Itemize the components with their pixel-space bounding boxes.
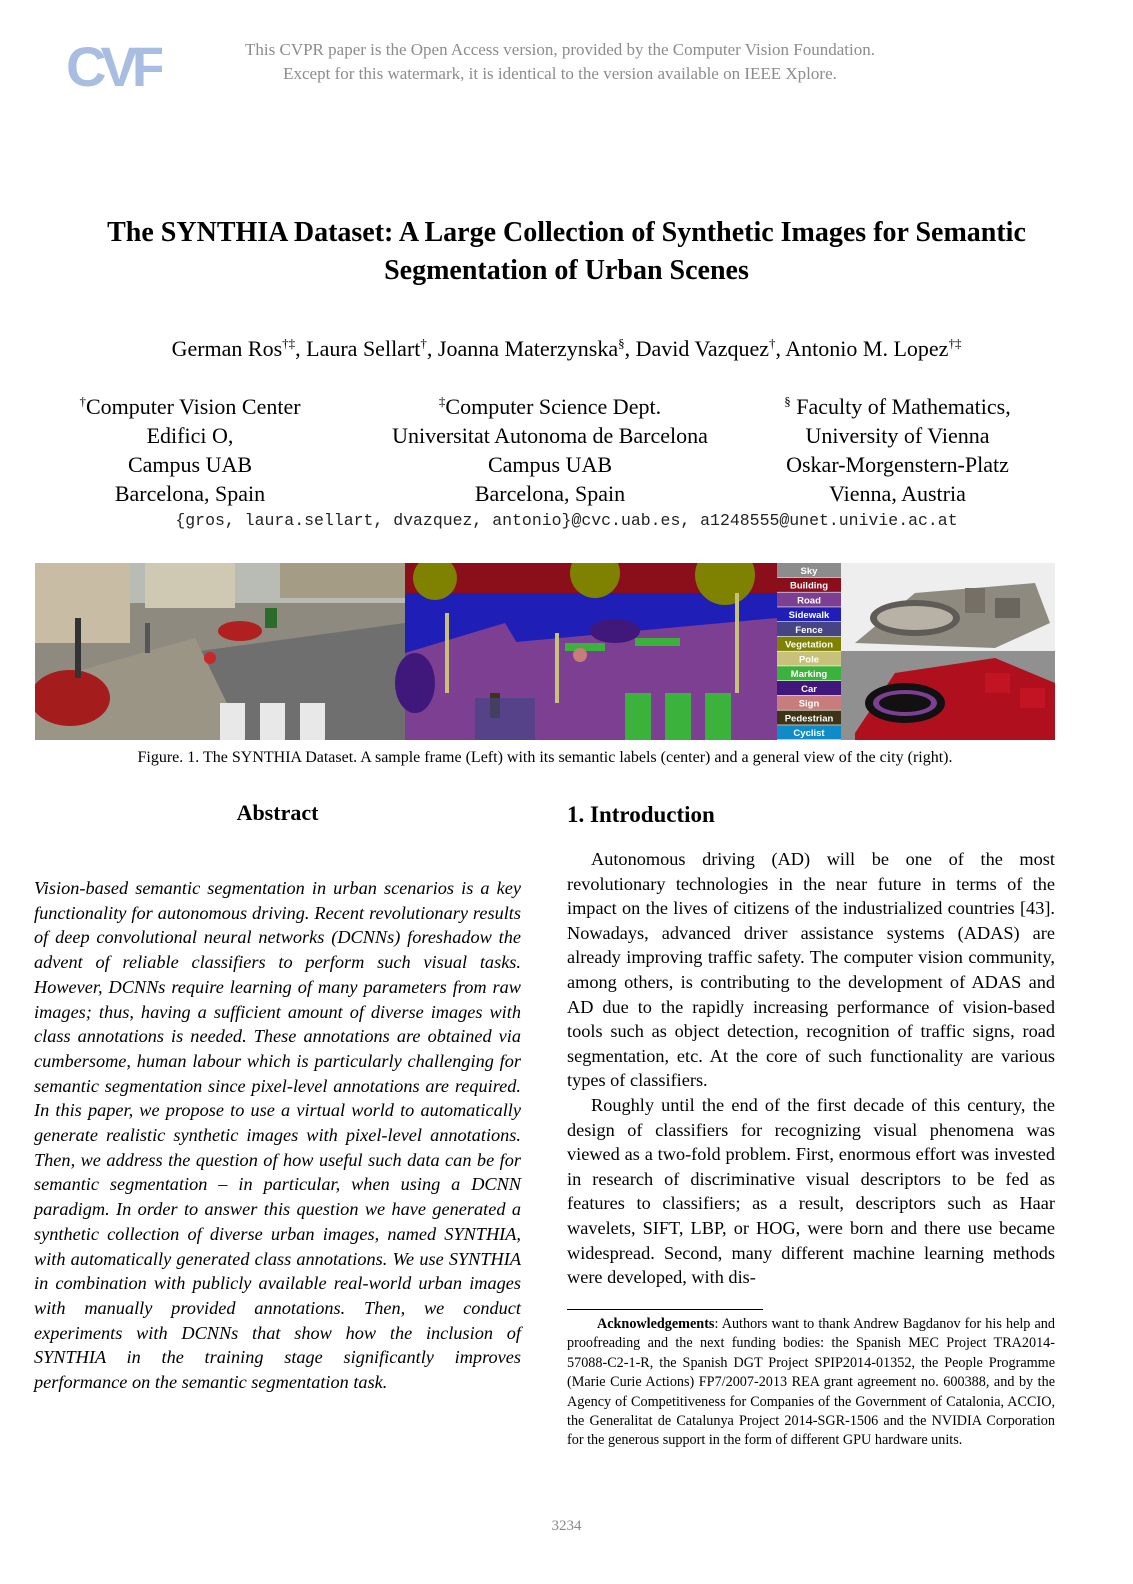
- figure-caption: Figure. 1. The SYNTHIA Dataset. A sample frame (Left) with its semantic labels (center) and a general view of the city (right).: [137, 749, 953, 766]
- author: Joanna Materzynska§: [437, 335, 625, 361]
- legend-label-sidewalk: Sidewalk: [788, 610, 830, 622]
- author-emails: {gros, laura.sellart, dvazquez, antonio}@cvc.uab.es, a1248555@unet.univie.ac.at: [175, 511, 958, 530]
- footnote-text: : Authors want to thank Andrew Bagdanov for his help and proofreading and the next funding bodies: the Spanish MEC Project TRA2014-57088-C2-1-R, the Spanish DGT Project SPIP2014-01352, the People Programme (Marie Curie Actions) FP7/2007-2013 REA grant agreement no. 600388, and by the Agency of Competitiveness for Companies of the Government of Catalonia, ACCIO, the Generalitat de Catalunya Project 2014-SGR-1506 and the NVIDIA Corporation for the generous support in the form of different GPU hardware units.: [567, 1316, 1055, 1449]
- watermark-line-1: This CVPR paper is the Open Access version, provided by the Computer Vision Foundation.: [245, 40, 875, 59]
- legend-label-marking: Marking: [790, 669, 828, 681]
- affiliation-vienna: § Faculty of Mathematics, University of Vienna Oskar-Morgenstern-Platz Vienna, Austria: [784, 393, 1011, 506]
- svg-text:CVF: CVF: [66, 35, 160, 94]
- legend-label-cyclist: Cyclist: [793, 728, 825, 740]
- title-line-1: The SYNTHIA Dataset: A Large Collection of Synthetic Images for Semantic: [107, 217, 1026, 248]
- abstract-heading: Abstract: [236, 800, 319, 825]
- author: Laura Sellart†: [306, 335, 427, 361]
- author: Antonio M. Lopez†‡: [785, 335, 962, 361]
- footnote-rule: [567, 1309, 763, 1310]
- author-list: German Ros†‡, Laura Sellart†, Joanna Materzynska§, David Vazquez†, Antonio M. Lopez†‡: [171, 335, 962, 361]
- acknowledgements-footnote: [567, 1315, 1055, 1451]
- legend-label-building: Building: [790, 580, 828, 592]
- introduction-text: [567, 847, 1055, 1290]
- legend-label-sign: Sign: [798, 698, 820, 710]
- intro-paragraph-1: Autonomous driving (AD) will be one of the most revolutionary technologies in the near future in terms of the impact on the lives of citizens of the industrialized countries [43]. Nowadays, advanced driver assistance systems (ADAS) are already improving traffic safety. The computer vision community, among others, is contributing to the development of ADAS and AD due to the rapidly increasing performance of vision-based tools such as object detection, recognition of traffic signs, road segmentation, etc. At the core of such functionality are various types of classifiers.: [567, 849, 1055, 1091]
- legend-label-sky: Sky: [800, 565, 818, 577]
- semantic-labels-image: [395, 563, 777, 740]
- footnote-label: Acknowledgements: [597, 1316, 715, 1332]
- watermark-text: [150, 38, 970, 86]
- sample-frame-image: [35, 563, 405, 740]
- page-number: 3234: [551, 1518, 582, 1534]
- affiliation-cvc: †Computer Vision Center Edifici O, Campus UAB Barcelona, Spain: [79, 393, 301, 506]
- legend-label-road: Road: [797, 595, 821, 607]
- legend-label-vegetation: Vegetation: [784, 639, 834, 651]
- intro-paragraph-2: Roughly until the end of the first decade of this century, the design of classifiers for recognizing visual phenomena was viewed as a two-fold problem. First, enormous effort was invested in research of discriminative visual descriptors to be fed as features to classifiers; as a result, descriptors such as Haar wavelets, SIFT, LBP, or HOG, were born and there use became widespread. Second, many different machine learning methods were developed, with dis-: [567, 1094, 1055, 1288]
- legend-label-car: Car: [801, 683, 817, 695]
- watermark-line-2: Except for this watermark, it is identical to the version available on IEEE Xplore.: [283, 64, 837, 83]
- title-line-2: Segmentation of Urban Scenes: [384, 255, 749, 286]
- author: David Vazquez†: [635, 335, 776, 361]
- legend-label-fence: Fence: [795, 624, 823, 636]
- paper-title: [40, 214, 1093, 290]
- legend-label-pole: Pole: [798, 654, 820, 666]
- introduction-heading: 1. Introduction: [567, 802, 715, 827]
- city-overview-image: [841, 563, 1055, 740]
- cvf-logo: [66, 34, 162, 94]
- affiliation-uab: ‡Computer Science Dept. Universitat Autonoma de Barcelona Campus UAB Barcelona, Spain: [392, 393, 708, 506]
- abstract-text: Vision-based semantic segmentation in urban scenarios is a key functionality for autonomous driving. Recent revolutionary results of deep convolutional neural networks (DCNNs) foreshadow the advent of reliable classifiers to perform such visual tasks. However, DCNNs require learning of many parameters from raw images; thus, having a sufficient amount of diverse images with class annotations is needed. These annotations are obtained via cumbersome, human labour which is particularly challenging for semantic segmentation since pixel-level annotations are required. In this paper, we propose to use a virtual world to automatically generate realistic synthetic images with pixel-level annotations. Then, we address the question of how useful such data can be for semantic segmentation – in particular, when using a DCNN paradigm. In order to answer this question we have generated a synthetic collection of diverse urban images, named SYNTHIA, with automatically generated class annotations. We use SYNTHIA in combination with publicly available real-world urban images with manually provided annotations. Then, we conduct experiments with DCNNs that show how the inclusion of SYNTHIA in the training stage significantly improves performance on the semantic segmentation task.: [34, 878, 521, 1393]
- class-legend: [777, 563, 841, 739]
- legend-label-pedestrian: Pedestrian: [784, 713, 834, 725]
- figure-1: [35, 563, 1055, 740]
- author: German Ros†‡: [171, 335, 296, 361]
